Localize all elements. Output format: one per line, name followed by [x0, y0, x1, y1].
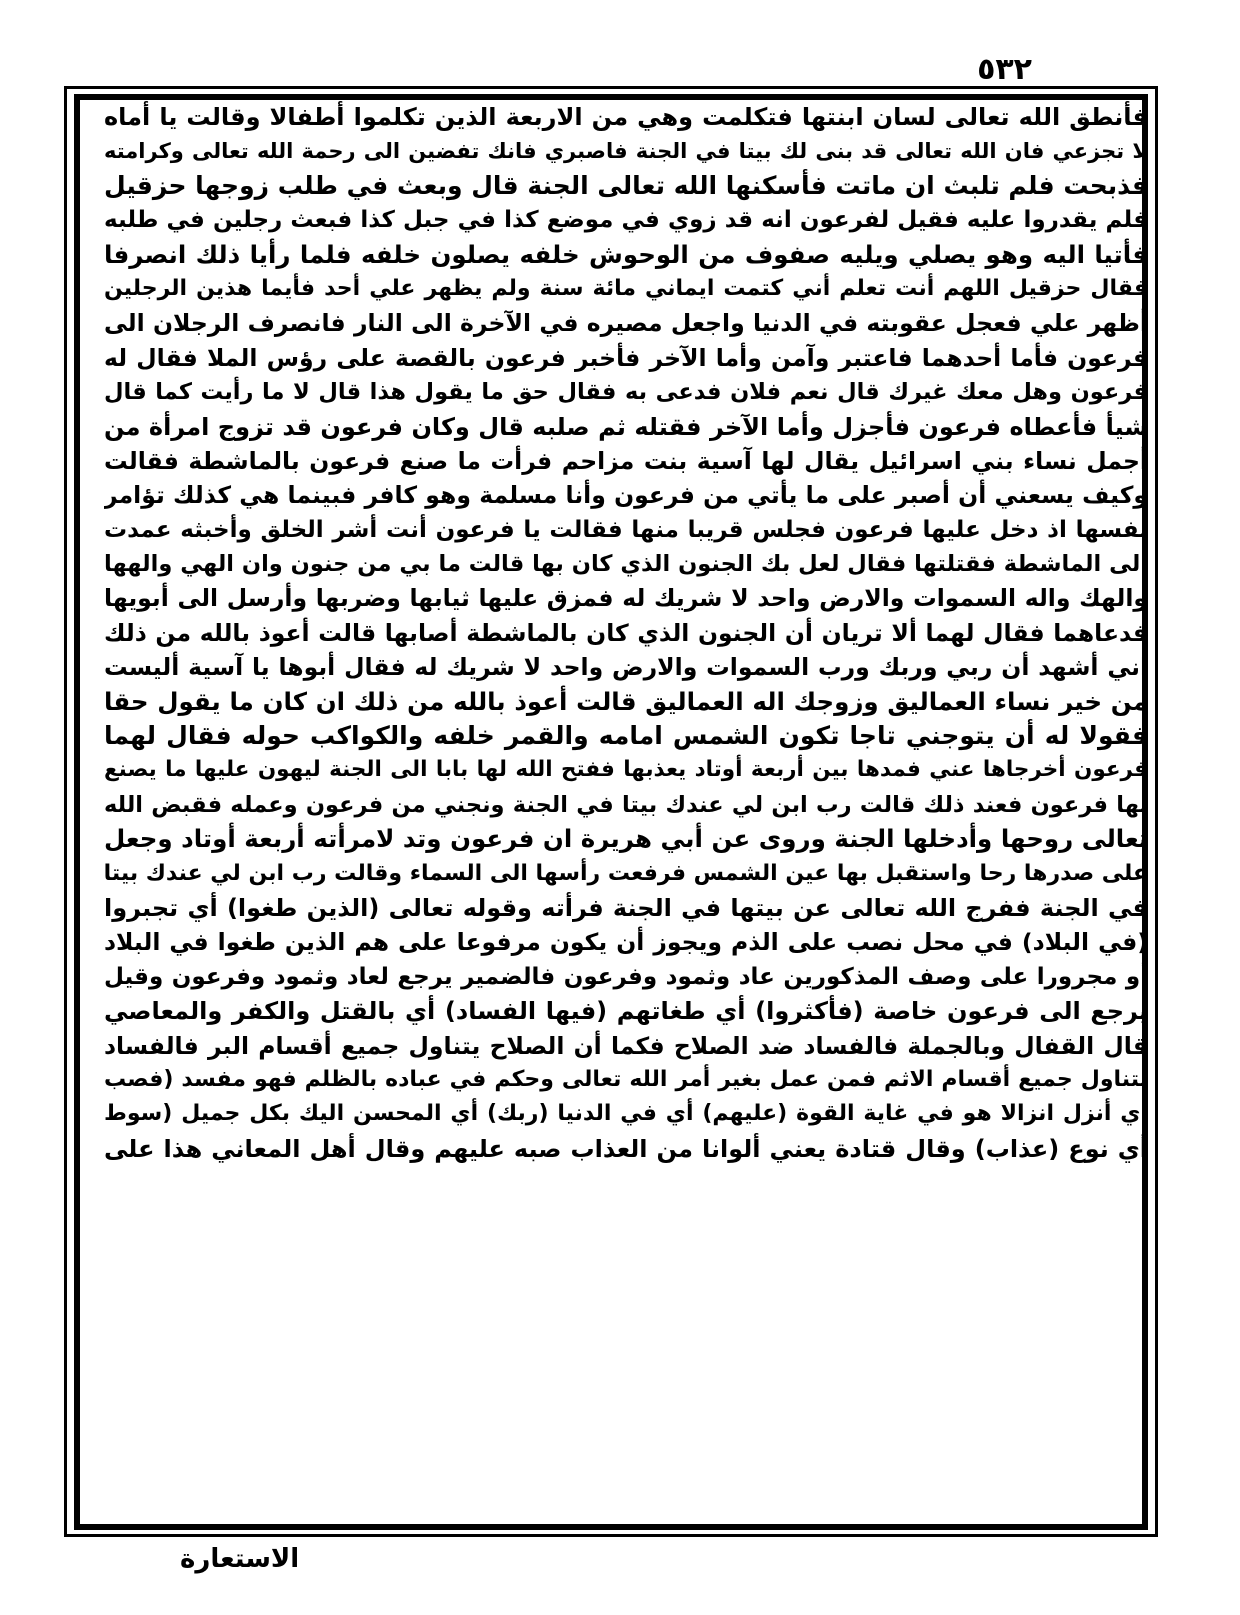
text-line: (في البلاد) في محل نصب على الذم ويجوز أن يكون مرفوعا على هم الذين طغوا في البلاد	[104, 928, 1148, 957]
catchword: الاستعارة	[180, 1544, 300, 1574]
text-line: أي نوع (عذاب) وقال قتادة يعني ألوانا من العذاب صبه عليهم وقال أهل المعاني هذا على	[104, 1134, 1148, 1163]
text-line: في الجنة ففرج الله تعالى عن بيتها في الجنة فرأته وقوله تعالى (الذين طغوا) أي تجبروا	[104, 893, 1148, 922]
text-line: على صدرها رحا واستقبل بها عين الشمس فرفعت رأسها الى السماء وقالت رب ابن لي عندك بيتا	[104, 860, 1148, 886]
text-line: اني أشهد أن ربي وربك ورب السموات والارض واحد لا شريك له فقال أبوها يا آسية أليست	[104, 653, 1148, 682]
text-line: فقال حزقيل اللهم أنت تعلم أني كتمت ايماني مائة سنة ولم يظهر علي أحد فأيما هذين الرجلين	[104, 275, 1148, 301]
text-line: يرجع الى فرعون خاصة (فأكثروا) أي طغاتهم (فيها الفساد) أي بالقتل والكفر والمعاصي	[104, 997, 1148, 1026]
page-number: ٥٣٢	[977, 52, 1032, 87]
text-line: بها فرعون فعند ذلك قالت رب ابن لي عندك بيتا في الجنة ونجني من فرعون وعمله فقبض الله	[104, 791, 1148, 818]
text-line: فذبحت فلم تلبث ان ماتت فأسكنها الله تعالى الجنة قال وبعث في طلب زوجها حزقيل	[104, 170, 1148, 200]
text-line: يتناول جميع أقسام الاثم فمن عمل بغير أمر الله تعالى وحكم في عباده بالظلم فهو مفسد (فصب	[104, 1066, 1148, 1092]
text-line: أجمل نساء بني اسرائيل يقال لها آسية بنت مزاحم فرأت ما صنع فرعون بالماشطة فقالت	[104, 446, 1148, 475]
text-line: الى الماشطة فقتلتها فقال لعل بك الجنون الذي كان بها قالت ما بي من جنون وان الهي والهها	[104, 551, 1148, 578]
text-line: فرعون أخرجاها عني فمدها بين أربعة أوتاد يعذبها ففتح الله لها بابا الى الجنة ليهون عليها ما يصنع	[104, 757, 1148, 783]
text-line: فلم يقدروا عليه فقيل لفرعون انه قد زوي في موضع كذا في جبل كذا فبعث رجلين في طلبه	[104, 207, 1148, 234]
text-line: والهك واله السموات والارض واحد لا شريك له فمزق عليها ثيابها وضربها وأرسل الى أبويها	[104, 584, 1148, 613]
text-line: فرعون فأما أحدهما فاعتبر وآمن وأما الآخر فأخبر فرعون بالقصة على رؤس الملا فقال له	[104, 343, 1148, 372]
text-line: فدعاهما فقال لهما ألا تريان أن الجنون الذي كان بالماشطة أصابها قالت أعوذ بالله من ذلك	[104, 618, 1148, 647]
text-line: فأنطق الله تعالى لسان ابنتها فتكلمت وهي من الاربعة الذين تكلموا أطفالا وقالت يا أماه	[104, 103, 1148, 131]
text-line: نفسها اذ دخل عليها فرعون فجلس قريبا منها فقالت يا فرعون أنت أشر الخلق وأخبثه عمدت	[104, 516, 1148, 543]
text-line: قال القفال وبالجملة فالفساد ضد الصلاح فكما أن الصلاح يتناول جميع أقسام البر فالفساد	[104, 1031, 1148, 1060]
text-line: وكيف يسعني أن أصبر على ما يأتي من فرعون وأنا مسلمة وهو كافر فبينما هي كذلك تؤامر	[104, 481, 1148, 510]
text-line: فأتيا اليه وهو يصلي ويليه صفوف من الوحوش خلفه يصلون خلفه فلما رأيا ذلك انصرفا	[104, 239, 1148, 269]
text-line: شيأ فأعطاه فرعون فأجزل وأما الآخر فقتله ثم صلبه قال وكان فرعون قد تزوج امرأة من	[104, 412, 1148, 441]
text-line: أو مجرورا على وصف المذكورين عاد وثمود وفرعون فالضمير يرجع لعاد وثمود وفرعون وقيل	[104, 963, 1148, 990]
text-line: تعالى روحها وأدخلها الجنة وروى عن أبي هريرة ان فرعون وتد لامرأته أربعة أوتاد وجعل	[104, 824, 1148, 854]
text-line: لا تجزعي فان الله تعالى قد بنى لك بيتا في الجنة فاصبري فانك تفضين الى رحمة الله تعالى وكرامته	[104, 139, 1148, 164]
text-line: من خير نساء العماليق وزوجك اله العماليق قالت أعوذ بالله من ذلك ان كان ما يقول حقا	[104, 686, 1148, 716]
text-line: فرعون وهل معك غيرك قال نعم فلان فدعى به فقال حق ما يقول هذا قال لا ما رأيت كما قال	[104, 379, 1148, 406]
text-line: أظهر علي فعجل عقوبته في الدنيا واجعل مصيره في الآخرة الى النار فانصرف الرجلان الى	[104, 309, 1148, 338]
text-line: فقولا له أن يتوجني تاجا تكون الشمس امامه والقمر خلفه والكواكب حوله فقال لهما	[104, 721, 1148, 751]
main-text-block	[104, 100, 1148, 1520]
text-line: أي أنزل انزالا هو في غاية القوة (عليهم) أي في الدنيا (ربك) أي المحسن اليك بكل جميل (سوط	[104, 1101, 1148, 1127]
